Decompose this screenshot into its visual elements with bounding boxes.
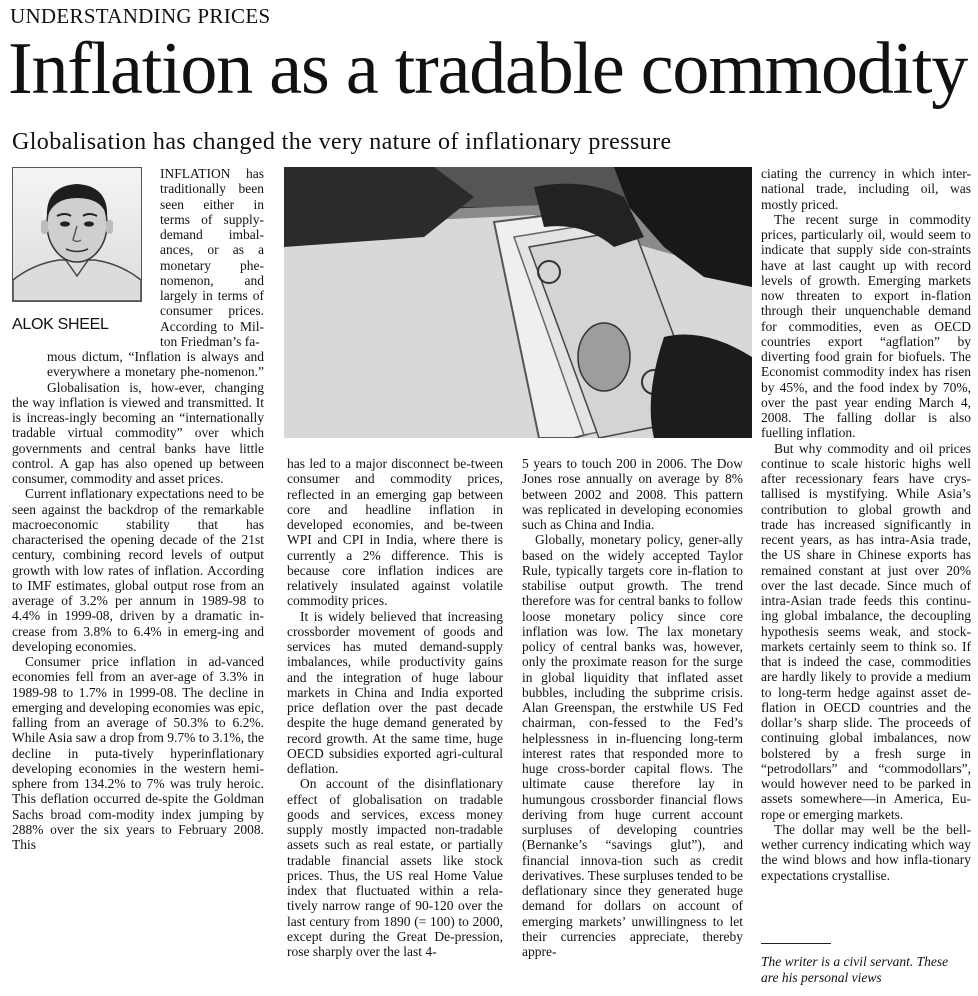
author-note-line-2: are his personal views	[761, 970, 882, 985]
paragraph: Consumer price inflation in ad-vanced economies fell from an aver-age of 3.3% in 1989-98 to 1.7% in 1999-08. The decline in emerging and developing economies was epic, falling from an average of 50.3% to 6.2%. While Asia saw a drop from 9.7% to 3.1%, the decline in puta-tively hyperinflationary developing economies in the western hemi-sphere from 134.2% to 7% was truly heroic. This deflation occurred de-spite the Goldman Sachs broad com-modity index jumping by 288% over the six years to February 2008. This	[12, 654, 264, 852]
column-2	[287, 456, 503, 959]
paragraph: has led to a major disconnect be-tween consumer and commodity prices, reflected in an emerging gap between core and headline inflation in developed economies, and be-tween WPI and CPI in India, where there is currently a 2% difference. This is because core inflation indices are relatively insulated against volatile commodity prices.	[287, 456, 503, 609]
paragraph: The dollar may well be the bell-wether currency indicating which way the wind blows and how infla-tionary expectations crystallise.	[761, 821, 971, 883]
paragraph: Globally, monetary policy, gener-ally based on the widely accepted Taylor Rule, typically targets core in-flation to stabilise output growth. The trend therefore was for central banks to follow loose monetary policy since core inflation was low. The lax monetary policy of central banks was, however, only the proximate reason for the surge in global liquidity that inflated asset bubbles, including the subprime crisis. Alan Greenspan, the erstwhile US Fed chairman, con-fessed to the Fed’s helplessness in in-fluencing long-term interest rates that responded more to huge cross-border capital flows. The ultimate cause therefore lay in humungous crossborder financial flows deriving from huge current account surpluses of developing countries (Bernanke’s “savings glut”), and financial innova-tion such as credit derivatives. These surpluses tended to be deflationary since they generated huge demand for dollars on account of emerging markets’ unwillingness to let their currencies appreciate, thereby appre-	[522, 532, 743, 959]
paragraph: ciating the currency in which inter-national trade, including oil, was mostly priced.	[761, 166, 971, 212]
wrap-line: largely in terms of	[160, 288, 264, 303]
paragraph: mous dictum, “Inflation is always and everywhere a monetary phe-nomenon.” Globalisation is, how-ever, changing the way inflation is viewed and transmitted. It is increas-ingly becoming an “internationally tradable virtual commodity” over which governments and central banks have little control. A gap has also opened up between consumer, commodity and asset prices.	[12, 349, 264, 486]
author-note	[761, 954, 971, 986]
column-1-wrap	[160, 166, 264, 334]
paragraph: It is widely believed that increasing crossborder movement of goods and services has muted demand-supply imbalances, while productivity gains and the integration of huge labour markets in China and India exported price deflation over the past decade despite the huge demand generated by record growth. At the same time, huge OECD subsidies exported agri-cultural deflation.	[287, 608, 503, 776]
paragraph: 5 years to touch 200 in 2006. The Dow Jones rose annually on average by 8% between 2002 and 2008. This pattern was replicated in developing economies such as China and India.	[522, 456, 743, 532]
paragraph: On account of the disinflationary effect of globalisation on tradable goods and services, excess money supply mostly impacted non-tradable assets such as real estate, or partially tradable financial assets like stock prices. Thus, the US real Home Value index that fluctuated within a rela-tively narrow range of 90-120 over the last century from 1890 (= 100) to 2000, except during the Great De-pression, rose sharply over the last 4-	[287, 776, 503, 959]
footnote-rule	[761, 943, 831, 944]
wrap-line: demand imbal-	[160, 227, 264, 242]
wrap-line: terms of supply-	[160, 211, 264, 227]
headline: Inflation as a tradable commodity	[8, 28, 968, 110]
paragraph: The recent surge in commodity prices, particularly oil, would seem to indicate that supply side con-straints have at last caught up with record levels of growth. Emerging markets now threaten to export in-flation through their unquenchable demand for commodities, even as OECD countries export “agflation” by diverting food grain for biofuels. The Economist commodity index has risen by 45%, and the food index by 70%, over the past year ending March 4, 2008. The falling dollar is also fuelling inflation.	[761, 211, 971, 441]
section-kicker: UNDERSTANDING PRICES	[10, 4, 271, 28]
dollar-notes-photo	[284, 167, 752, 438]
column-4	[761, 166, 971, 883]
column-1-intro-cont	[160, 334, 264, 349]
wrap-line: consumer prices.	[160, 303, 264, 319]
column-1	[12, 349, 264, 852]
wrap-line: monetary phe-	[160, 257, 264, 273]
wrap-line: INFLATION has	[160, 166, 264, 181]
wrap-line: ances, or as a	[160, 242, 264, 258]
subheadline: Globalisation has changed the very nature of inflationary pressure	[12, 129, 672, 155]
wrap-line: seen either in	[160, 196, 264, 212]
author-photo	[12, 167, 142, 302]
author-note-line-1: The writer is a civil servant. These	[761, 954, 949, 969]
paragraph: But why commodity and oil prices continue to scale historic highs well after recessionary fears have crys-tallised is mystifying. While Asia’s contribution to global growth and trade has increased significantly in recent years, as has intra-Asia trade, the US share in Chinese exports has remained constant at just over 20% over the last decade. Since much of intra-Asian trade feeds this continu-ing global imbalance, the decoupling hypothesis seems weak, and stock-markets certainly seem to think so. If that is indeed the case, commodities are hardly likely to provide a medium to long-term hedge against asset de-flation in OECD countries and the dollar’s sharp slide. The proceeds of continuing global imbalances, now bolstered by a fresh surge in “petrodollars” and “commodollars”, would however need to be parked in assets somewhere—in America, Eu-rope or emerging markets.	[761, 440, 971, 822]
column-3	[522, 456, 743, 959]
wrap-line: nomenon, and	[160, 272, 264, 288]
author-byline: ALOK SHEEL	[12, 316, 109, 333]
wrap-line: traditionally been	[160, 181, 264, 197]
wrap-line: According to Mil-	[160, 318, 264, 334]
wrap-line: ton Friedman’s fa-	[160, 333, 260, 349]
paragraph: Current inflationary expectations need to be seen against the backdrop of the remarkable macroeconomic stability that has characterised the opening decade of the 21st century, combining record levels of output growth with low rates of inflation. According to IMF estimates, global output rose from an average of 3.2% per annum in 1989-98 to 4.4% in 1999-08, driven by a dramatic in-crease from 3.8% to 6.4% in emerg-ing and developing economies.	[12, 486, 264, 654]
